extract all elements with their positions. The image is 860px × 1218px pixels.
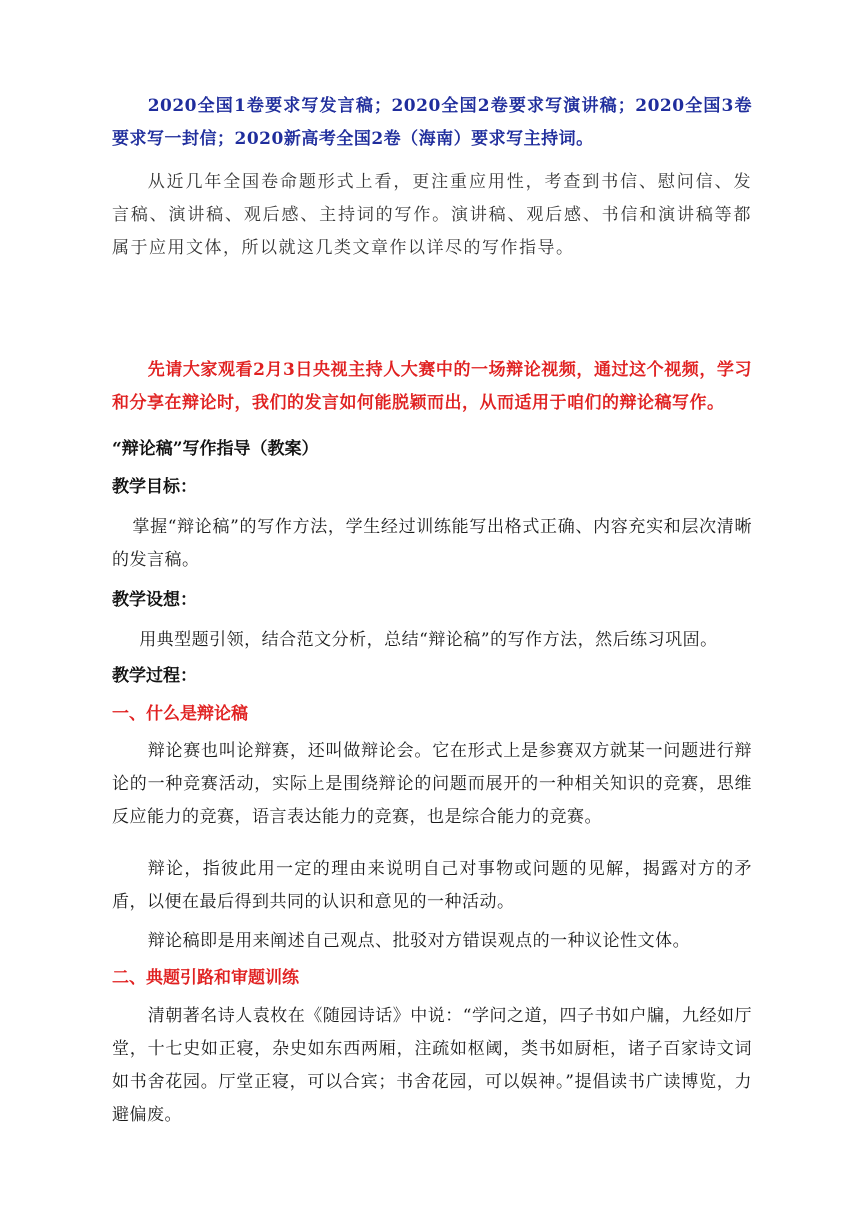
section1-paragraph-1: 辩论赛也叫论辩赛，还叫做辩论会。它在形式上是参赛双方就某一问题进行辩论的一种竞赛活动，实际上是围绕辩论的问题而展开的一种相关知识的竞赛，思维反应能力的竞赛，语言表达能力的竞赛，也是综合能力的竞赛。: [112, 741, 752, 827]
process-label: 教学过程：: [112, 666, 197, 686]
video-prompt-paragraph: 先请大家观看2月3日央视主持人大赛中的一场辩论视频，通过这个视频，学习和分享在辩论时，我们的发言如何能脱颖而出，从而适用于咱们的辩论稿写作。: [112, 360, 752, 413]
design-text: 用典型题引领，结合范文分析，总结“辩论稿”的写作方法，然后练习巩固。: [139, 630, 718, 650]
lesson-title: “辩论稿”写作指导（教案）: [112, 439, 319, 459]
exam-requirements-paragraph: 2020全国1卷要求写发言稿；2020全国2卷要求写演讲稿；2020全国3卷要求写一封信；2020新高考全国2卷（海南）要求写主持词。: [112, 96, 752, 149]
section2-paragraph-1: 清朝著名诗人袁枚在《随园诗话》中说：“学问之道，四子书如户牖，九经如厅堂，十七史如正寝，杂史如东西两厢，注疏如枢阈，类书如厨柜，诸子百家诗文词如书舍花园。厅堂正寝，可以合宾；书舍花园，可以娱神。”提倡读书广读博览，力避偏废。: [112, 1006, 752, 1125]
section1-paragraph-3: 辩论稿即是用来阐述自己观点、批驳对方错误观点的一种议论性文体。: [147, 931, 691, 951]
design-label: 教学设想：: [112, 590, 197, 610]
goal-text: 掌握“辩论稿”的写作方法，学生经过训练能写出格式正确、内容充实和层次清晰的发言稿。: [112, 517, 752, 570]
goal-label: 教学目标：: [112, 477, 197, 497]
section1-paragraph-2: 辩论，指彼此用一定的理由来说明自己对事物或问题的见解，揭露对方的矛盾，以便在最后得到共同的认识和意见的一种活动。: [112, 859, 752, 912]
intro-paragraph: 从近几年全国卷命题形式上看，更注重应用性，考查到书信、慰问信、发言稿、演讲稿、观后感、主持词的写作。演讲稿、观后感、书信和演讲稿等都属于应用文体，所以就这几类文章作以详尽的写作指导。: [112, 172, 752, 258]
section1-title: 一、什么是辩论稿: [112, 704, 248, 724]
section2-title: 二、典题引路和审题训练: [112, 968, 299, 988]
